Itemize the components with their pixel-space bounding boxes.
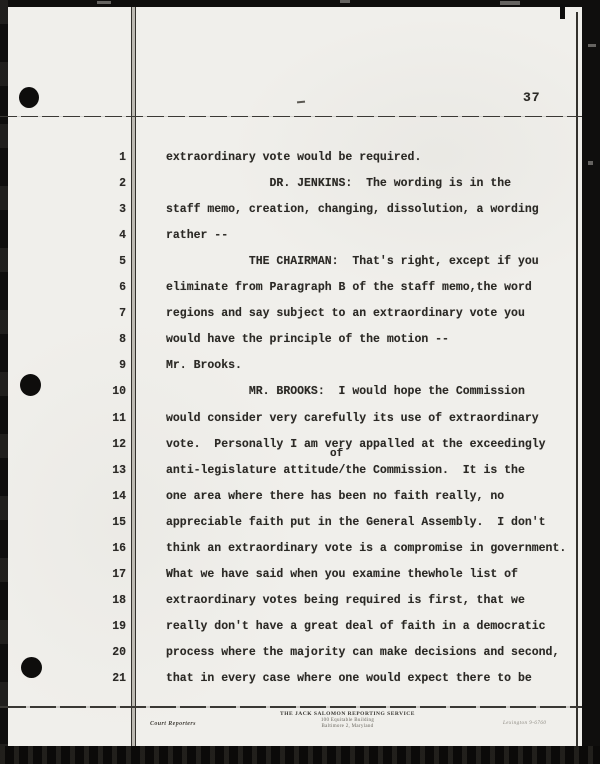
line-number: 8 bbox=[119, 333, 126, 347]
typed-insertion-above-line: of bbox=[330, 447, 344, 460]
line-text: eliminate from Paragraph B of the staff memo,the word bbox=[166, 281, 532, 295]
transcript-line bbox=[0, 620, 600, 646]
line-number: 7 bbox=[119, 307, 126, 321]
footer-phone: Lexington 9-6760 bbox=[503, 721, 547, 726]
scan-speck bbox=[340, 0, 350, 3]
line-number: 19 bbox=[112, 619, 126, 633]
footer-service-name: THE JACK SALOMON REPORTING SERVICE bbox=[280, 711, 415, 717]
transcript-line bbox=[0, 151, 600, 177]
line-number: 10 bbox=[112, 385, 126, 399]
transcript-line bbox=[0, 333, 600, 359]
line-number: 18 bbox=[112, 593, 126, 607]
scan-edge-noise-bottom bbox=[0, 746, 600, 764]
line-number: 1 bbox=[119, 151, 126, 164]
line-text: anti-legislature attitude/the Commission. It is the bbox=[166, 463, 525, 477]
line-number: 21 bbox=[112, 672, 126, 685]
transcript-line bbox=[0, 542, 600, 568]
scan-speck bbox=[588, 161, 593, 165]
transcript-line bbox=[0, 490, 600, 516]
line-number: 3 bbox=[119, 203, 126, 217]
transcript-line bbox=[0, 177, 600, 203]
line-text: really don't have a great deal of faith in a democratic bbox=[166, 619, 546, 633]
line-text: extraordinary vote would be required. bbox=[166, 151, 422, 164]
transcript-line bbox=[0, 594, 600, 620]
transcript-line bbox=[0, 646, 600, 672]
line-number: 16 bbox=[112, 541, 126, 555]
transcript-line bbox=[0, 568, 600, 594]
line-number: 6 bbox=[119, 281, 126, 295]
line-number: 14 bbox=[112, 489, 126, 503]
transcript-line bbox=[0, 203, 600, 229]
transcript-line bbox=[0, 516, 600, 542]
line-text: that in every case where one would expect there to be bbox=[166, 672, 532, 685]
line-text: MR. BROOKS: I would hope the Commission bbox=[166, 385, 525, 399]
footer-rule bbox=[0, 706, 582, 708]
line-number: 4 bbox=[119, 229, 126, 243]
line-text: vote. Personally I am very appalled at the exceedingly bbox=[166, 437, 546, 451]
scan-speck bbox=[97, 1, 111, 4]
line-text: staff memo, creation, changing, dissolution, a wording bbox=[166, 203, 539, 217]
transcript-line bbox=[0, 385, 600, 411]
corner-registration-mark bbox=[560, 4, 565, 19]
line-text: would consider very carefully its use of extraordinary bbox=[166, 411, 539, 425]
line-text: Mr. Brooks. bbox=[166, 359, 242, 373]
page-number: 37 bbox=[523, 90, 541, 105]
transcript-line bbox=[0, 229, 600, 255]
line-text: rather -- bbox=[166, 229, 229, 243]
line-text: one area where there has been no faith really, no bbox=[166, 489, 505, 503]
line-number: 5 bbox=[119, 255, 126, 269]
line-text: process where the majority can make decisions and second, bbox=[166, 645, 560, 659]
scan-speck bbox=[588, 44, 596, 47]
line-number: 20 bbox=[112, 645, 126, 659]
footer-address-line1: 100 Equitable Building bbox=[320, 718, 375, 723]
line-number: 2 bbox=[119, 177, 126, 191]
transcript-line bbox=[0, 412, 600, 438]
transcript-line bbox=[0, 307, 600, 333]
line-text: think an extraordinary vote is a compromise in government. bbox=[166, 541, 567, 555]
transcript-line bbox=[0, 438, 600, 464]
scan-speck bbox=[500, 1, 520, 5]
footer-service-block bbox=[240, 711, 455, 729]
transcript-line bbox=[0, 255, 600, 281]
line-text: appreciable faith put in the General Assembly. I don't bbox=[166, 515, 546, 529]
footer-address-line2: Baltimore 2, Maryland bbox=[321, 724, 374, 729]
line-text: THE CHAIRMAN: That's right, except if you bbox=[166, 255, 539, 269]
line-number: 15 bbox=[112, 515, 126, 529]
line-text: extraordinary votes being required is first, that we bbox=[166, 593, 525, 607]
footer-court-reporters: Court Reporters bbox=[150, 721, 196, 727]
transcript-line bbox=[0, 359, 600, 385]
line-text: would have the principle of the motion -- bbox=[166, 333, 449, 347]
line-text: regions and say subject to an extraordinary vote you bbox=[166, 307, 525, 321]
transcript-line bbox=[0, 281, 600, 307]
transcript-line bbox=[0, 672, 600, 698]
line-text: DR. JENKINS: The wording is in the bbox=[166, 177, 512, 191]
line-number: 13 bbox=[112, 463, 126, 477]
line-number: 11 bbox=[112, 411, 126, 425]
line-number: 9 bbox=[119, 359, 126, 373]
line-text: What we have said when you examine thewhole list of bbox=[166, 567, 518, 581]
transcript-line bbox=[0, 447, 600, 490]
line-number: 17 bbox=[112, 567, 126, 581]
line-number: 12 bbox=[112, 437, 126, 451]
